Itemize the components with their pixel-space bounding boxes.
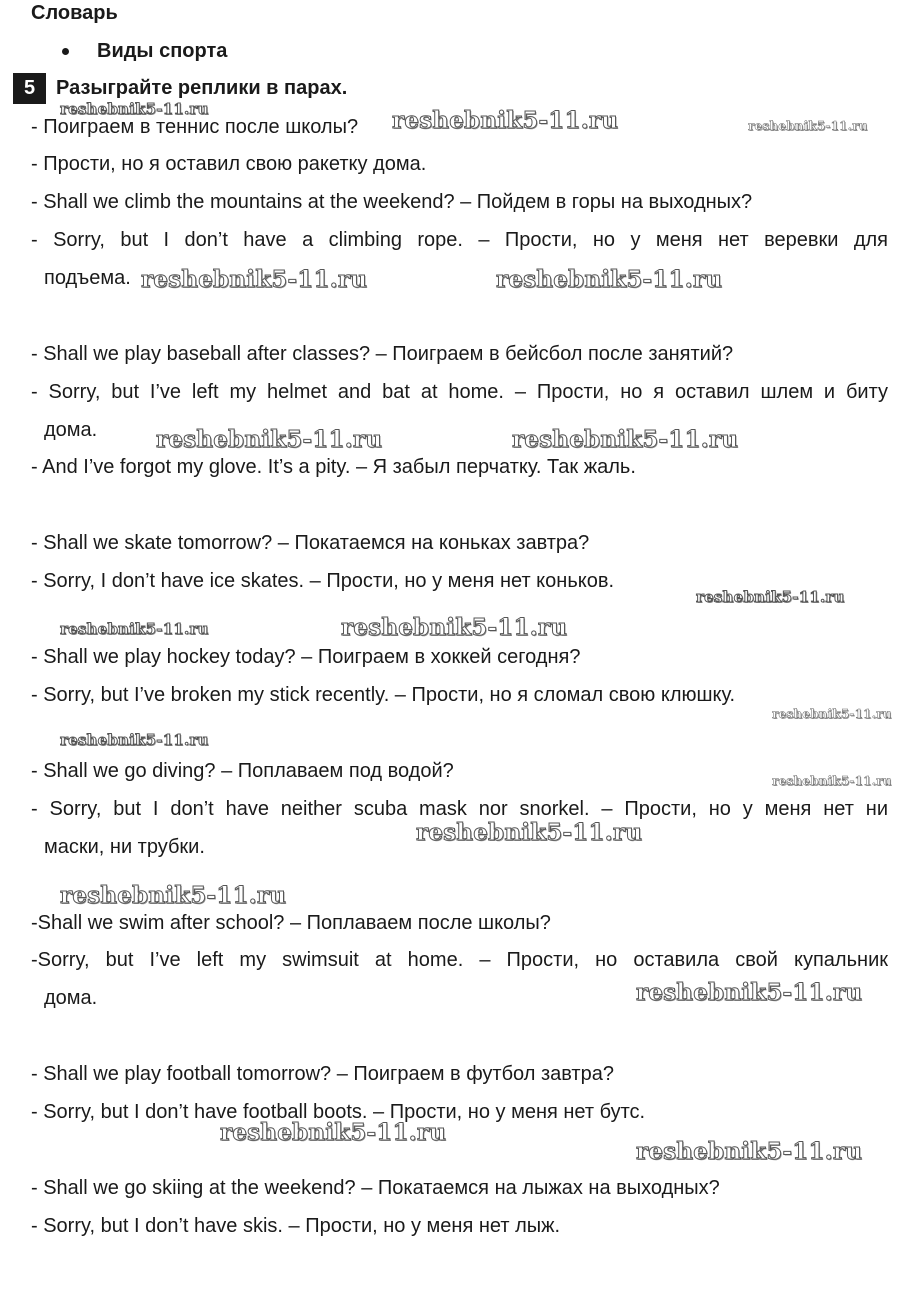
watermark: reshebnik5-11.ru bbox=[748, 119, 868, 133]
dialogue-line: - Sorry, but I don’t have skis. – Прости, но у меня нет лыж. bbox=[31, 1215, 561, 1237]
dialogue-line-continuation: маски, ни трубки. bbox=[44, 836, 205, 858]
watermark: reshebnik5-11.ru bbox=[416, 819, 643, 846]
exercise-instruction: Разыграйте реплики в парах. bbox=[56, 77, 348, 99]
watermark: reshebnik5-11.ru bbox=[60, 100, 209, 118]
vocabulary-topic-label: Виды спорта bbox=[97, 39, 228, 62]
dialogue-line: -Shall we swim after school? – Поплаваем после школы? bbox=[31, 912, 551, 934]
dialogue-line: - Sorry, I don’t have ice skates. – Прости, но у меня нет коньков. bbox=[31, 570, 615, 592]
exercise-number-badge: 5 bbox=[13, 73, 46, 104]
watermark: reshebnik5-11.ru bbox=[772, 774, 892, 788]
dialogue-line: - Shall we play hockey today? – Поиграем в хоккей сегодня? bbox=[31, 646, 581, 668]
dialogue-line: - Sorry, but I don’t have a climbing rope. – Прости, но у меня нет веревки для bbox=[31, 229, 888, 251]
watermark: reshebnik5-11.ru bbox=[341, 614, 568, 641]
watermark: reshebnik5-11.ru bbox=[512, 426, 739, 453]
watermark: reshebnik5-11.ru bbox=[60, 731, 209, 749]
dialogue-line: - Поиграем в теннис после школы? bbox=[31, 116, 359, 138]
dialogue-line: - Shall we skate tomorrow? – Покатаемся на коньках завтра? bbox=[31, 532, 590, 554]
dialogue-line: - Shall we play football tomorrow? – Поиграем в футбол завтра? bbox=[31, 1063, 614, 1085]
watermark: reshebnik5-11.ru bbox=[696, 588, 845, 606]
dialogue-line-continuation: дома. bbox=[44, 419, 98, 441]
watermark: reshebnik5-11.ru bbox=[636, 979, 863, 1006]
watermark: reshebnik5-11.ru bbox=[220, 1119, 447, 1146]
dialogue-line: - Sorry, but I’ve broken my stick recently. – Прости, но я сломал свою клюшку. bbox=[31, 684, 736, 706]
dialogue-line: - Sorry, but I’ve left my helmet and bat at home. – Прости, но я оставил шлем и биту bbox=[31, 381, 888, 403]
watermark: reshebnik5-11.ru bbox=[496, 266, 723, 293]
dialogue-line: - Shall we play baseball after classes? – Поиграем в бейсбол после занятий? bbox=[31, 343, 734, 365]
dialogue-line: - Shall we go skiing at the weekend? – Покатаемся на лыжах на выходных? bbox=[31, 1177, 720, 1199]
dialogue-line-continuation: дома. bbox=[44, 987, 98, 1009]
section-title: Словарь bbox=[31, 2, 118, 24]
dialogue-line: - Прости, но я оставил свою ракетку дома. bbox=[31, 153, 427, 175]
watermark: reshebnik5-11.ru bbox=[156, 426, 383, 453]
watermark: reshebnik5-11.ru bbox=[60, 620, 209, 638]
watermark: reshebnik5-11.ru bbox=[772, 707, 892, 721]
watermark: reshebnik5-11.ru bbox=[636, 1138, 863, 1165]
dialogue-line: -Sorry, but I’ve left my swimsuit at home. – Прости, но оставила свой купальник bbox=[31, 949, 888, 971]
dialogue-line: - Shall we go diving? – Поплаваем под водой? bbox=[31, 760, 454, 782]
dialogue-line: - Sorry, but I don’t have neither scuba mask nor snorkel. – Прости, но у меня нет ни bbox=[31, 798, 888, 820]
dialogue-line: - Sorry, but I don’t have football boots. – Прости, но у меня нет бутс. bbox=[31, 1101, 646, 1123]
watermark: reshebnik5-11.ru bbox=[392, 107, 619, 134]
bullet-icon bbox=[62, 48, 69, 55]
vocabulary-topic bbox=[62, 37, 227, 65]
dialogue-line-continuation: подъема. bbox=[44, 267, 131, 289]
watermark: reshebnik5-11.ru bbox=[141, 266, 368, 293]
dialogue-line: - And I’ve forgot my glove. It’s a pity. – Я забыл перчатку. Так жаль. bbox=[31, 456, 636, 478]
watermark: reshebnik5-11.ru bbox=[60, 882, 287, 909]
dialogue-line: - Shall we climb the mountains at the weekend? – Пойдем в горы на выходных? bbox=[31, 191, 753, 213]
